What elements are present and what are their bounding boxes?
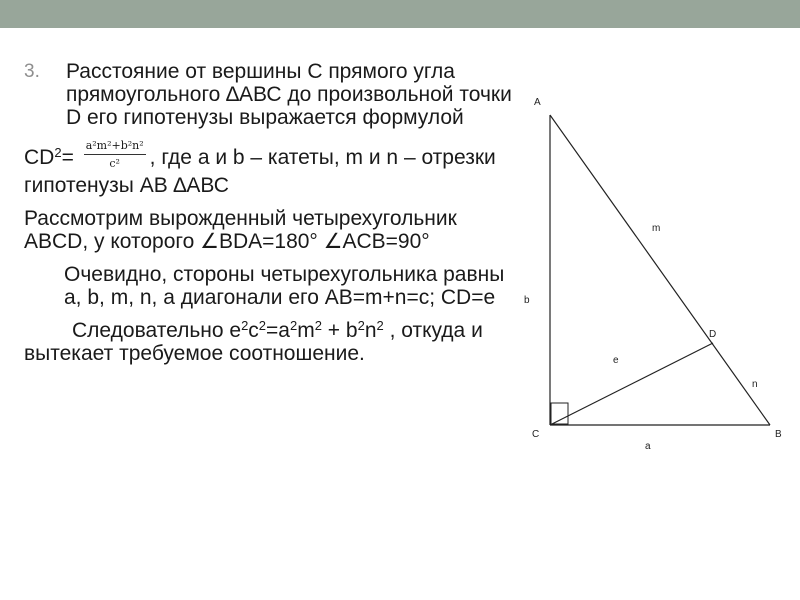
label-m: m [652, 223, 661, 234]
slide-top-bar [0, 0, 800, 28]
formula-numerator: a²m²+b²n² [84, 139, 146, 155]
exp: 2 [376, 318, 384, 333]
hypotenuse-ab [550, 115, 770, 425]
consider-paragraph: Рассмотрим вырожденный четырехугольник ABCD, у которого ∠BDA=180° ∠ACB=90° [24, 207, 457, 253]
conclusion-tail: , откуда и вытекает требуемое соотношение. [24, 319, 483, 365]
var-c: c [248, 319, 259, 342]
var-n: n [364, 319, 377, 342]
label-b: b [524, 295, 530, 306]
exp: 2 [314, 318, 322, 333]
formula-lhs: CD [24, 146, 55, 170]
label-a: a [645, 441, 651, 452]
formula-fraction [84, 139, 146, 170]
formula-denominator: c² [109, 157, 120, 170]
conclusion-lead: Следовательно e [72, 319, 242, 342]
eq-a: =a [266, 319, 290, 342]
triangle-diagram [520, 85, 800, 465]
obviously-paragraph: Очевидно, стороны четырехугольника равны a, b, m, n, а диагонали его AB=m+n=c; CD=e [64, 263, 505, 309]
exp: 2 [289, 318, 298, 333]
intro-text: Расстояние от вершины С прямого угла прямоугольного ∆АВС до произвольной точки D его гипотенузы выражается формулой [66, 60, 512, 129]
formula-lhs-exp: 2 [54, 145, 62, 161]
exp: 2 [357, 318, 365, 333]
label-n: n [752, 379, 758, 390]
formula-row [24, 139, 514, 197]
slide-text-block [24, 60, 514, 365]
list-item [24, 60, 514, 129]
label-b-point: B [775, 429, 782, 440]
conclusion-paragraph [24, 319, 514, 365]
label-a-point: A [534, 97, 541, 108]
formula-after: , где а и b – катеты, m и n – отрезки гипотенузы АВ ∆АВС [24, 146, 496, 197]
var-m: m [297, 319, 315, 342]
label-e: e [613, 355, 619, 366]
item-number: 3. [24, 61, 40, 82]
label-c-point: C [532, 429, 540, 440]
formula-equals: = [61, 146, 74, 170]
exp: 2 [241, 318, 249, 333]
plus-b: + b [321, 319, 358, 342]
exp: 2 [258, 318, 267, 333]
label-d-point: D [709, 329, 717, 340]
segment-cd [550, 343, 713, 425]
